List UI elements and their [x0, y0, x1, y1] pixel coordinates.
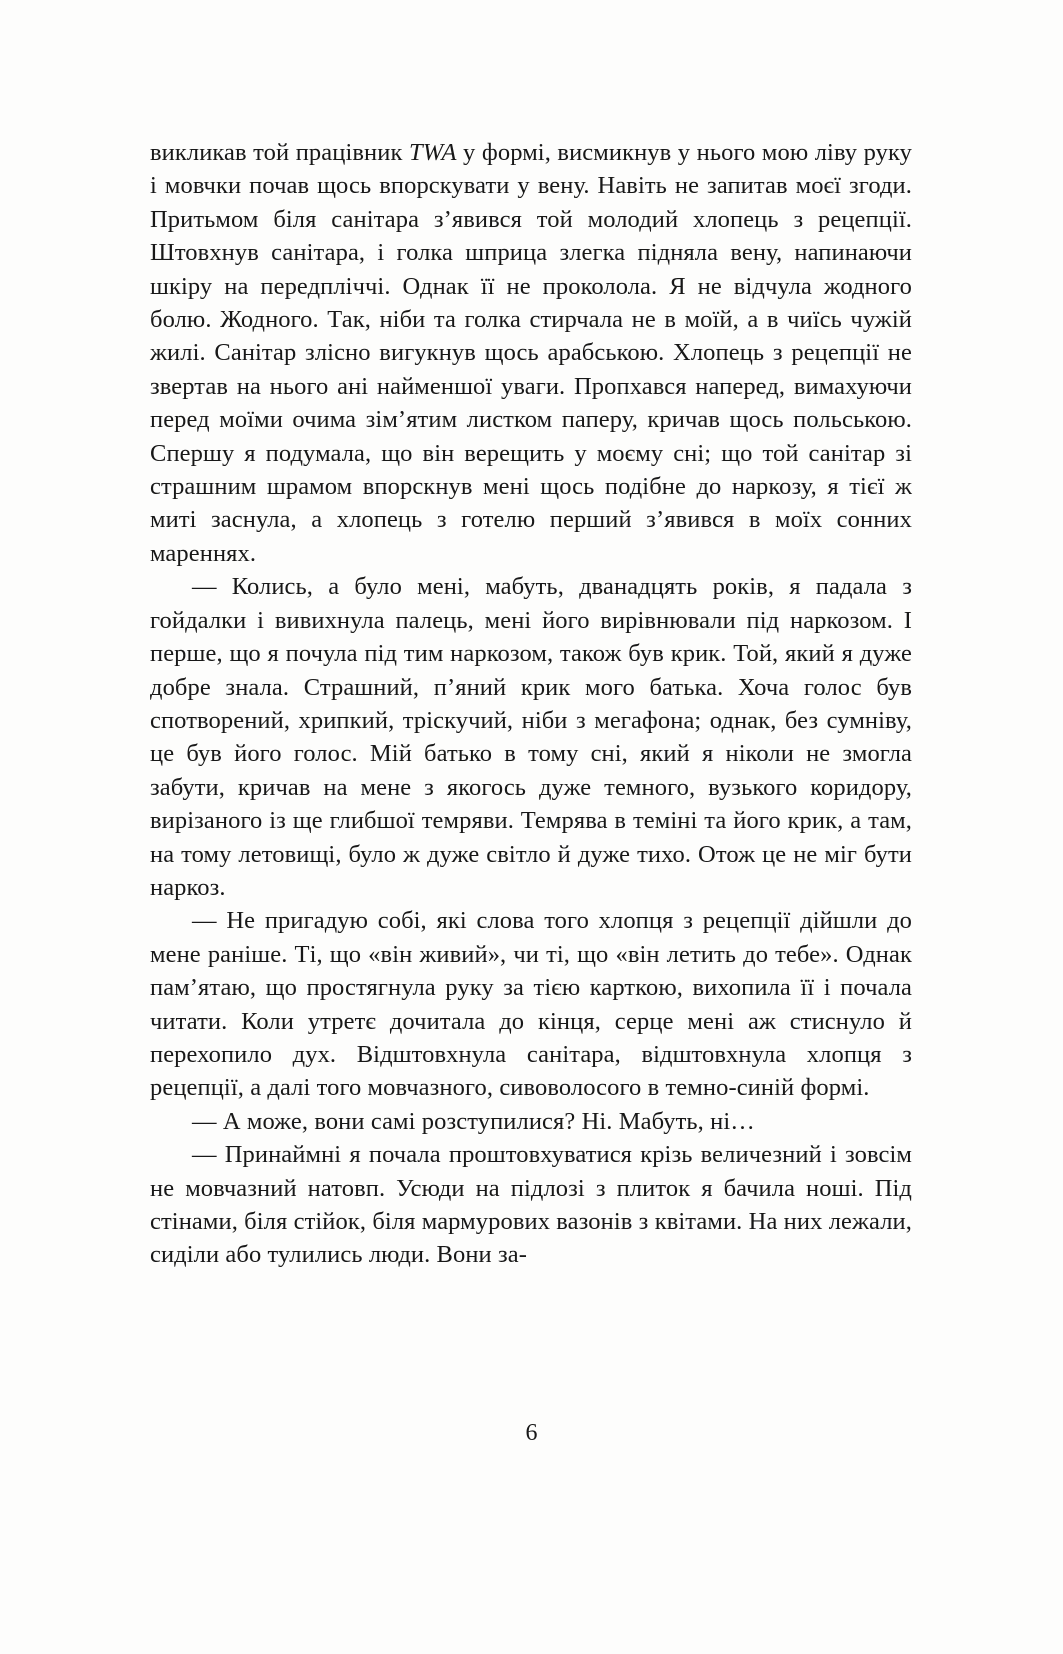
paragraph: — Колись, а було мені, мабуть, дванадцять років, я падала з гойдалки і вивихнула палець, мені його вирівнювали під наркозом. І перше, що я почула під тим наркозом, також був крик. Той, який я дуже добре знала. Страшний, п’яний крик мого батька. Хоча голос був спотворений, хрипкий, тріскучий, ніби з мегафона; однак, без сумніву, це був його голос. Мій батько в тому сні, який я ніколи не змогла забути, кричав на мене з якогось дуже темного, вузького коридору, вирізаного із ще глибшої темряви. Темрява в теміні та його крик, а там, на тому летовищі, було ж дуже світло й дуже тихо. Отож це не міг бути наркоз.: [150, 573, 912, 901]
airline-abbreviation-italic: TWA: [408, 139, 457, 166]
paragraph: — А може, вони самі розступилися? Ні. Мабуть, ні…: [192, 1107, 755, 1135]
paragraph-text: викликав той працівник: [150, 139, 409, 166]
paragraph-text: у формі, висмикнув у нього мою ліву руку і мовчки почав щось впорскувати у вену. Навіть не запитав моєї згоди. Притьмом біля санітара з’явився той молодий хлопець з рецепції. Штовхнув санітара, і голка шприца злегка підняла вену, напинаючи шкіру на передпліччі. Однак її не проколола. Я не відчула жодного болю. Жодного. Так, ніби та голка стирчала не в моїй, а в чиїсь чужій жилі. Санітар злісно вигукнув щось арабською. Хлопець з рецепції не звертав на нього ані найменшої уваги. Пропхався наперед, вимахуючи перед моїми очима зім’ятим листком паперу, кричав щось польською. Спершу я подумала, що він верещить у моєму сні; що той санітар зі страшним шрамом впорскнув мені щось подібне до наркозу, я тієї ж миті заснула, а хлопець з готелю перший з’явився в моїх сонних мареннях.: [150, 139, 912, 567]
page-text-block: [150, 136, 912, 1272]
paragraph: — Не пригадую собі, які слова того хлопця з рецепції дійшли до мене раніше. Ті, що «він живий», чи ті, що «він летить до тебе». Однак пам’ятаю, що простягнула руку за тією карткою, вихопила її і почала читати. Коли утретє дочитала до кінця, серце мені аж стиснуло й перехопило дух. Відштовхнула санітара, відштовхнула хлопця з рецепції, а далі того мовчазного, сивоволосого в темно-синій формі.: [150, 907, 912, 1102]
page-number: 6: [525, 1420, 538, 1446]
paragraph: — Принаймні я почала проштовхуватися крізь величезний і зовсім не мовчазний натовп. Усюди на підлозі з плиток я бачила ноші. Під стінами, біля стійок, біля мармурових вазонів з квітами. На них лежали, сиділи або тулились люди. Вони за-: [150, 1141, 912, 1269]
paragraph-continuation: [150, 136, 912, 570]
